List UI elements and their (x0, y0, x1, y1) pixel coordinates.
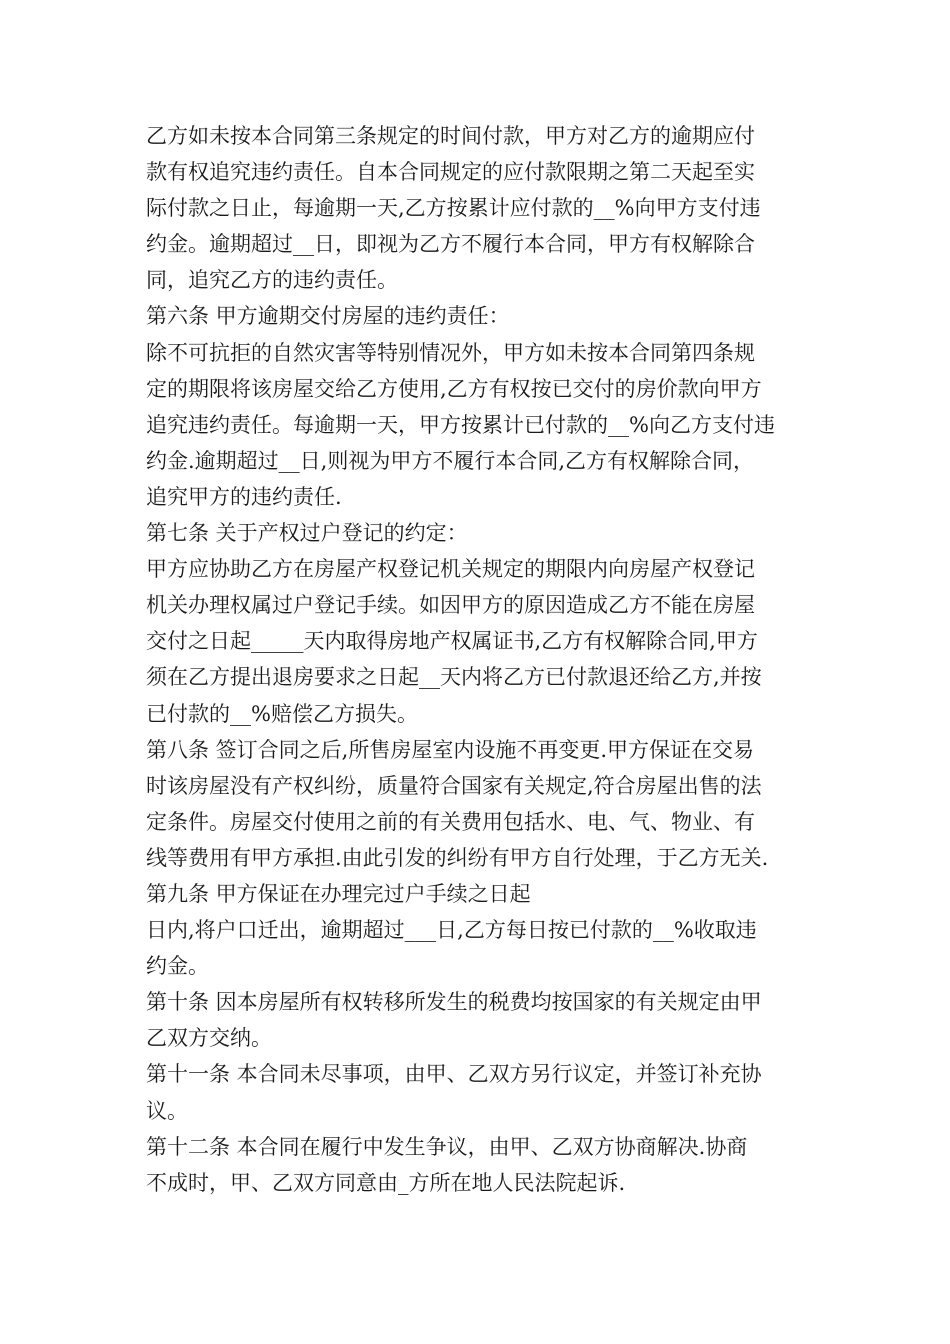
text-line: 定条件。房屋交付使用之前的有关费用包括水、电、气、物业、有 (146, 809, 755, 834)
text-line: 约金.逾期超过__日,则视为甲方不履行本合同,乙方有权解除合同， (146, 448, 755, 473)
text-line: 追究违约责任。每逾期一天，甲方按累计已付款的__%向乙方支付违 (146, 412, 775, 437)
text-line: 日内,将户口迁出，逾期超过___日,乙方每日按已付款的__%收取违 (146, 918, 757, 943)
article-10-text: 第十条 因本房屋所有权转移所发生的税费均按国家的有关规定由甲 (146, 990, 762, 1015)
article-6-heading: 第六条 甲方逾期交付房屋的违约责任： (146, 304, 510, 329)
text-line: 款有权追究违约责任。自本合同规定的应付款限期之第二天起至实 (146, 160, 755, 185)
text-line: 甲方应协助乙方在房屋产权登记机关规定的期限内向房屋产权登记 (146, 557, 755, 582)
text-line: 乙双方交纳。 (146, 1026, 272, 1051)
text-line: 线等费用有甲方承担.由此引发的纠纷有甲方自行处理，于乙方无关. (146, 845, 769, 870)
text-line: 时该房屋没有产权纠纷，质量符合国家有关规定,符合房屋出售的法 (146, 773, 762, 798)
article-9-text: 第九条 甲方保证在办理完过户手续之日起 (146, 881, 531, 906)
text-line: 乙方如未按本合同第三条规定的时间付款，甲方对乙方的逾期应付 (146, 124, 755, 148)
text-line: 际付款之日止，每逾期一天,乙方按累计应付款的__%向甲方支付违 (146, 196, 761, 221)
article-11-text: 第十一条 本合同未尽事项，由甲、乙双方另行议定，并签订补充协 (146, 1062, 762, 1087)
text-line: 不成时，甲、乙双方同意由_方所在地人民法院起诉. (146, 1170, 626, 1195)
text-line: 定的期限将该房屋交给乙方使用,乙方有权按已交付的房价款向甲方 (146, 376, 762, 401)
text-line: 须在乙方提出退房要求之日起__天内将乙方已付款退还给乙方,并按 (146, 665, 762, 690)
text-line: 约金。逾期超过__日，即视为乙方不履行本合同，甲方有权解除合 (146, 232, 755, 257)
article-7-heading: 第七条 关于产权过户登记的约定： (146, 521, 468, 546)
contract-text (146, 118, 816, 1201)
text-line: 除不可抗拒的自然灾害等特别情况外，甲方如未按本合同第四条规 (146, 340, 755, 365)
text-line: 交付之日起_____天内取得房地产权属证书,乙方有权解除合同,甲方 (146, 629, 758, 654)
text-line: 追究甲方的违约责任. (146, 484, 342, 509)
text-line: 约金。 (146, 954, 209, 979)
text-line: 同，追究乙方的违约责任。 (146, 268, 398, 293)
article-12-text: 第十二条 本合同在履行中发生争议，由甲、乙双方协商解决.协商 (146, 1134, 748, 1159)
text-line: 议。 (146, 1098, 188, 1123)
text-line: 已付款的__%赔偿乙方损失。 (146, 701, 418, 726)
article-8-text: 第八条 签订合同之后,所售房屋室内设施不再变更.甲方保证在交易 (146, 737, 755, 762)
text-line: 机关办理权属过户登记手续。如因甲方的原因造成乙方不能在房屋 (146, 593, 755, 618)
